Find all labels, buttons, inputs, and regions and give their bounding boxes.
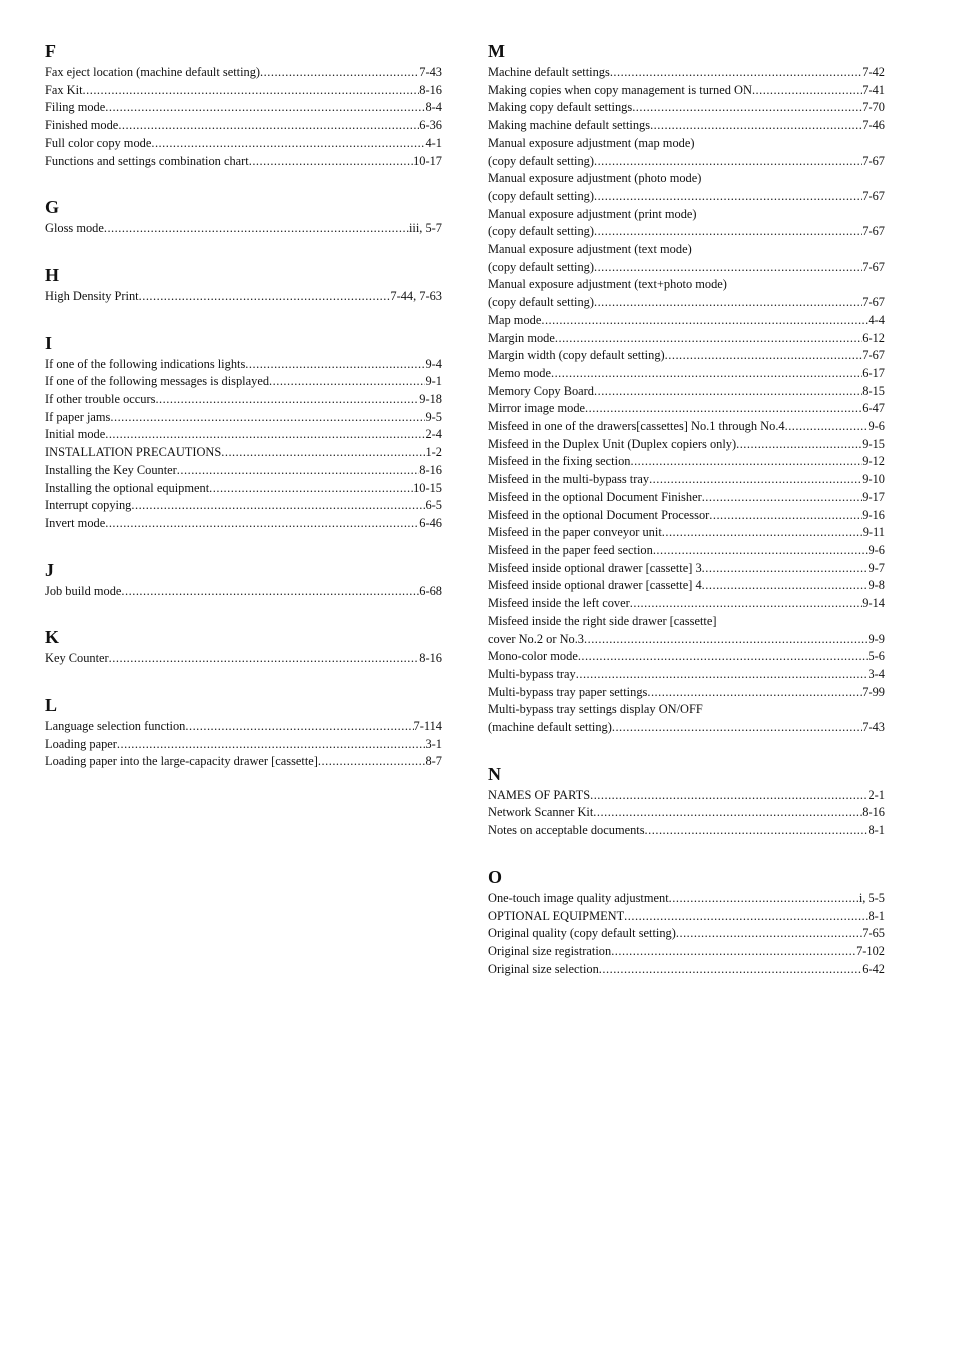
index-entry-page: 8-7 <box>425 754 442 769</box>
index-entry-page: 9-1 <box>425 374 442 389</box>
index-entry <box>45 220 442 238</box>
index-entry <box>488 666 885 684</box>
dot-leader <box>785 418 869 436</box>
index-entry-page: i, 5-5 <box>858 890 885 905</box>
index-entry-page: 2-4 <box>425 427 442 442</box>
index-entry-text: INSTALLATION PRECAUTIONS <box>45 445 222 460</box>
index-entry-text: High Density Print <box>45 288 139 303</box>
index-entry-text: (copy default setting) <box>488 259 594 274</box>
dot-leader <box>594 188 862 206</box>
index-entry-page: 9-5 <box>425 409 442 424</box>
dot-leader <box>105 99 425 117</box>
index-entry-text: (copy default setting) <box>488 224 594 239</box>
dot-leader <box>630 453 862 471</box>
index-entry <box>488 453 885 471</box>
index-entry-first-line: Manual exposure adjustment (text mode) <box>488 242 692 257</box>
index-entry-page: 9-9 <box>868 631 885 646</box>
index-entry-first-line: Manual exposure adjustment (map mode) <box>488 135 695 150</box>
index-entry-text: Misfeed inside the left cover <box>488 596 630 611</box>
index-entry <box>488 241 885 276</box>
dot-leader <box>653 542 869 560</box>
section-letter-heading: I <box>45 332 53 353</box>
section-letter-heading: J <box>45 559 54 580</box>
index-entry <box>45 409 442 427</box>
dot-leader <box>594 294 862 312</box>
index-entry-page: 9-14 <box>862 596 885 611</box>
index-entry-page: 7-67 <box>862 153 885 168</box>
index-entry-page: 7-44, 7-63 <box>390 288 442 303</box>
index-entry-first-line: Manual exposure adjustment (photo mode) <box>488 171 702 186</box>
index-entry-text: Machine default settings <box>488 65 610 79</box>
index-entry <box>488 595 885 613</box>
index-entry-text: If one of the following messages is displayed <box>45 374 270 389</box>
index-entry-page: 7-67 <box>862 295 885 310</box>
index-section-n <box>488 763 885 840</box>
index-entry <box>45 497 442 515</box>
index-entry <box>488 400 885 418</box>
index-entry-page: 7-43 <box>862 720 885 735</box>
section-letter-heading: K <box>45 627 60 648</box>
index-entry-text: (copy default setting) <box>488 295 594 310</box>
dot-leader <box>221 444 425 462</box>
index-entry-page: 9-15 <box>862 436 885 451</box>
index-entry-text: Misfeed in the Duplex Unit (Duplex copiers only) <box>488 436 737 451</box>
index-entry-page: 9-11 <box>862 525 885 540</box>
index-entry-text: Language selection function <box>45 719 186 734</box>
index-entry-page: 4-1 <box>425 135 442 150</box>
dot-leader <box>594 259 862 277</box>
index-entry-page: 8-15 <box>862 383 885 398</box>
index-entry <box>488 383 885 401</box>
index-entry-page: 6-47 <box>862 401 885 416</box>
index-entry-page: iii, 5-7 <box>408 221 442 236</box>
index-entry-page: 9-6 <box>868 542 885 557</box>
dot-leader <box>630 595 863 613</box>
index-entry <box>45 718 442 736</box>
index-entry <box>488 577 885 595</box>
index-entry-text: Making copy default settings <box>488 100 633 115</box>
index-entry <box>488 943 885 961</box>
dot-leader <box>585 400 862 418</box>
index-entry-text: Original size registration <box>488 943 612 958</box>
index-entry <box>45 444 442 462</box>
index-entry-text: Mono-color mode <box>488 649 578 664</box>
index-entry <box>45 426 442 444</box>
index-entry <box>488 908 885 926</box>
index-entry-page: 7-42 <box>862 65 885 79</box>
dot-leader <box>578 648 869 666</box>
dot-leader <box>555 330 862 348</box>
index-entry-text: Loading paper <box>45 736 117 751</box>
index-entry-text: Installing the optional equipment <box>45 480 210 495</box>
dot-leader <box>594 153 862 171</box>
index-entry-text: Fax eject location (machine default setting) <box>45 65 261 79</box>
index-entry <box>45 373 442 391</box>
dot-leader <box>269 373 425 391</box>
index-entry-page: 8-16 <box>419 462 442 477</box>
index-entry-first-line: Manual exposure adjustment (text+photo mode) <box>488 277 727 292</box>
index-section-o <box>488 866 885 979</box>
index-entry-page: 9-12 <box>862 454 885 469</box>
index-entry <box>488 804 885 822</box>
dot-leader <box>736 436 862 454</box>
section-letter-heading: M <box>488 41 505 61</box>
section-letter-heading: L <box>45 695 58 716</box>
index-entry-text: (machine default setting) <box>488 720 612 735</box>
index-entry-text: Key Counter <box>45 651 109 666</box>
index-entry-page: 10-15 <box>413 480 442 495</box>
dot-leader <box>593 804 862 822</box>
dot-leader <box>599 961 862 979</box>
index-entry <box>488 471 885 489</box>
index-entry <box>45 356 442 374</box>
dot-leader <box>139 288 391 306</box>
dot-leader <box>131 497 425 515</box>
index-entry-page: 7-70 <box>862 100 885 115</box>
index-entry-text: Multi-bypass tray paper settings <box>488 684 648 699</box>
index-entry-text: Initial mode <box>45 427 106 442</box>
index-entry-page: 1-2 <box>425 445 442 460</box>
dot-leader <box>109 650 420 668</box>
index-entry-page: 4-4 <box>868 312 885 327</box>
dot-leader <box>576 666 869 684</box>
index-entry-text: NAMES OF PARTS <box>488 787 591 802</box>
index-entry-page: 7-67 <box>862 224 885 239</box>
dot-leader <box>612 719 862 737</box>
index-entry-page: 6-42 <box>862 961 885 976</box>
index-entry-page: 7-99 <box>862 684 885 699</box>
index-entry-text: Misfeed in the paper feed section <box>488 542 653 557</box>
index-entry-text: Memory Copy Board <box>488 383 594 398</box>
index-section-h <box>45 264 442 306</box>
index-entry <box>488 560 885 578</box>
index-entry-text: Misfeed inside optional drawer [cassette] 3 <box>488 560 702 575</box>
section-letter-heading: O <box>488 866 503 887</box>
index-column-left <box>45 40 442 797</box>
dot-leader <box>110 409 425 427</box>
index-entry-text: Misfeed in the fixing section <box>488 454 631 469</box>
index-entry <box>488 347 885 365</box>
index-entry-text: Original quality (copy default setting) <box>488 926 676 941</box>
index-entry-page: 8-16 <box>862 805 885 820</box>
index-entry-text: Loading paper into the large-capacity drawer [cassette] <box>45 754 318 769</box>
index-entry-text: cover No.2 or No.3 <box>488 631 585 646</box>
index-entry-page: 7-46 <box>862 118 885 133</box>
index-entry-text: Installing the Key Counter <box>45 462 177 477</box>
index-entry <box>488 82 885 100</box>
dot-leader <box>594 383 862 401</box>
index-entry-page: 9-16 <box>862 507 885 522</box>
dot-leader <box>709 507 862 525</box>
dot-leader <box>318 753 426 771</box>
dot-leader <box>118 117 419 135</box>
dot-leader <box>624 908 868 926</box>
dot-leader <box>245 356 425 374</box>
index-entry-text: (copy default setting) <box>488 153 594 168</box>
index-entry <box>488 524 885 542</box>
index-entry-page: 8-16 <box>419 651 442 666</box>
index-entry-page: 9-18 <box>419 392 442 407</box>
index-entry-text: Multi-bypass tray <box>488 666 576 681</box>
index-entry-text: Misfeed in the paper conveyor unit <box>488 525 662 540</box>
index-entry-text: If other trouble occurs <box>45 392 156 407</box>
index-entry <box>488 961 885 979</box>
index-entry-page: 7-41 <box>862 82 885 97</box>
index-entry-page: 7-43 <box>419 65 442 79</box>
index-entry <box>488 135 885 170</box>
index-entry <box>45 153 442 171</box>
dot-leader <box>155 391 419 409</box>
index-entry-page: 6-36 <box>419 118 442 133</box>
dot-leader <box>702 560 869 578</box>
dot-leader <box>649 471 862 489</box>
index-section-i <box>45 332 442 533</box>
index-entry <box>45 650 442 668</box>
index-entry-text: Memo mode <box>488 365 551 380</box>
index-entry <box>45 753 442 771</box>
dot-leader <box>105 515 419 533</box>
dot-leader <box>632 99 862 117</box>
section-letter-heading: H <box>45 264 60 285</box>
index-section-l <box>45 694 442 771</box>
dot-leader <box>177 462 419 480</box>
index-entry-text: Misfeed inside optional drawer [cassette] 4 <box>488 578 702 593</box>
index-column-right <box>488 40 885 1004</box>
index-section-k <box>45 626 442 668</box>
index-entry <box>488 276 885 311</box>
index-entry-page: 6-68 <box>419 583 442 598</box>
dot-leader <box>662 524 863 542</box>
index-entry <box>488 701 885 736</box>
index-section-f <box>45 40 442 170</box>
dot-leader <box>611 943 856 961</box>
index-entry-text: If paper jams <box>45 409 111 424</box>
index-entry-text: Misfeed in the optional Document Finisher <box>488 489 702 504</box>
index-entry-text: Full color copy mode <box>45 135 152 150</box>
index-entry <box>488 890 885 908</box>
index-entry-page: 7-102 <box>856 943 885 958</box>
dot-leader <box>260 64 419 82</box>
dot-leader <box>121 583 419 601</box>
dot-leader <box>610 64 862 82</box>
dot-leader <box>249 153 413 171</box>
dot-leader <box>551 365 862 383</box>
index-entry-page: 8-16 <box>419 82 442 97</box>
section-letter-heading: G <box>45 197 60 218</box>
index-entry <box>45 736 442 754</box>
index-entry-text: If one of the following indications lights <box>45 356 246 371</box>
index-entry-page: 8-1 <box>868 823 885 838</box>
index-entry-text: Mirror image mode <box>488 401 586 416</box>
index-entry <box>488 648 885 666</box>
index-entry-page: 9-7 <box>868 560 885 575</box>
index-entry-text: Map mode <box>488 312 542 327</box>
index-entry <box>488 117 885 135</box>
index-entry <box>488 365 885 383</box>
index-entry-page: 9-10 <box>862 472 885 487</box>
dot-leader <box>590 787 868 805</box>
index-entry-page: 7-65 <box>862 926 885 941</box>
index-entry <box>45 288 442 306</box>
index-entry <box>488 613 885 648</box>
index-entry <box>488 418 885 436</box>
index-entry-text: Invert mode <box>45 515 106 530</box>
dot-leader <box>105 426 425 444</box>
index-entry-page: 6-5 <box>425 498 442 513</box>
index-entry-page: 6-12 <box>862 330 885 345</box>
index-entry-page: 7-67 <box>862 259 885 274</box>
index-entry-page: 7-67 <box>862 188 885 203</box>
dot-leader <box>752 82 862 100</box>
index-entry-page: 2-1 <box>868 787 885 802</box>
dot-leader <box>151 135 425 153</box>
dot-leader <box>117 736 426 754</box>
index-entry-text: Finished mode <box>45 118 119 133</box>
index-entry-text: Gloss mode <box>45 221 104 236</box>
dot-leader <box>185 718 413 736</box>
index-entry-text: Margin mode <box>488 330 555 345</box>
index-entry-page: 5-6 <box>868 649 885 664</box>
index-entry <box>488 684 885 702</box>
dot-leader <box>541 312 868 330</box>
index-entry <box>488 170 885 205</box>
index-entry-text: Interrupt copying <box>45 498 132 513</box>
index-entry-page: 3-1 <box>425 736 442 751</box>
index-entry <box>45 583 442 601</box>
dot-leader <box>650 117 862 135</box>
index-entry-text: Margin width (copy default setting) <box>488 348 665 363</box>
dot-leader <box>669 890 859 908</box>
index-entry-text: Job build mode <box>45 583 122 598</box>
index-entry <box>45 462 442 480</box>
dot-leader <box>104 220 409 238</box>
index-section-j <box>45 559 442 601</box>
index-entry <box>45 117 442 135</box>
index-entry-text: Fax Kit <box>45 82 83 97</box>
index-entry-page: 7-114 <box>413 719 442 734</box>
index-entry <box>45 82 442 100</box>
dot-leader <box>209 480 413 498</box>
index-entry <box>488 206 885 241</box>
index-entry-text: Making copies when copy management is turned ON <box>488 82 752 97</box>
index-entry-text: Misfeed in the multi-bypass tray <box>488 472 650 487</box>
index-entry-page: 9-6 <box>868 419 885 434</box>
index-entry <box>488 925 885 943</box>
index-entry <box>45 64 442 82</box>
index-entry-page: 3-4 <box>868 666 885 681</box>
index-entry <box>488 489 885 507</box>
index-entry-text: (copy default setting) <box>488 188 594 203</box>
index-entry-text: Original size selection <box>488 961 599 976</box>
dot-leader <box>584 631 868 649</box>
section-letter-heading: F <box>45 41 56 61</box>
dot-leader <box>647 684 862 702</box>
dot-leader <box>594 223 862 241</box>
index-entry-text: Misfeed in the optional Document Processor <box>488 507 710 522</box>
index-entry-page: 7-67 <box>862 348 885 363</box>
index-entry-first-line: Misfeed inside the right side drawer [cassette] <box>488 613 717 628</box>
index-entry <box>45 99 442 117</box>
index-entry <box>45 135 442 153</box>
index-entry-text: One-touch image quality adjustment <box>488 890 669 905</box>
dot-leader <box>676 925 862 943</box>
index-entry-page: 9-17 <box>862 489 885 504</box>
index-entry-page: 6-17 <box>862 365 885 380</box>
index-entry <box>45 391 442 409</box>
index-entry <box>488 330 885 348</box>
index-entry-text: Network Scanner Kit <box>488 805 594 820</box>
index-section-m <box>488 40 885 737</box>
index-entry-page: 8-1 <box>868 908 885 923</box>
dot-leader <box>702 577 869 595</box>
index-entry-text: Notes on acceptable documents <box>488 823 645 838</box>
index-entry <box>488 312 885 330</box>
index-entry-text: Functions and settings combination chart <box>45 153 249 168</box>
index-entry <box>488 507 885 525</box>
index-entry <box>45 480 442 498</box>
index-entry-first-line: Manual exposure adjustment (print mode) <box>488 206 697 221</box>
dot-leader <box>665 347 863 365</box>
index-entry-first-line: Multi-bypass tray settings display ON/OFF <box>488 702 703 717</box>
index-entry-text: Making machine default settings <box>488 118 651 133</box>
index-entry-page: 10-17 <box>413 153 442 168</box>
index-entry-page: 6-46 <box>419 515 442 530</box>
index-entry <box>45 515 442 533</box>
index-entry <box>488 822 885 840</box>
index-entry-page: 8-4 <box>425 100 442 115</box>
index-entry <box>488 787 885 805</box>
dot-leader <box>702 489 863 507</box>
index-entry-text: OPTIONAL EQUIPMENT <box>488 908 625 923</box>
index-entry <box>488 542 885 560</box>
section-letter-heading: N <box>488 763 501 784</box>
index-entry-page: 9-8 <box>868 578 885 593</box>
index-entry-page: 9-4 <box>425 356 442 371</box>
index-section-g <box>45 196 442 238</box>
index-entry-text: Filing mode <box>45 100 106 115</box>
index-entry-text: Misfeed in one of the drawers[cassettes] No.1 through No.4 <box>488 419 785 434</box>
index-entry <box>488 64 885 82</box>
index-entry <box>488 99 885 117</box>
index-entry <box>488 436 885 454</box>
dot-leader <box>83 82 420 100</box>
dot-leader <box>645 822 869 840</box>
